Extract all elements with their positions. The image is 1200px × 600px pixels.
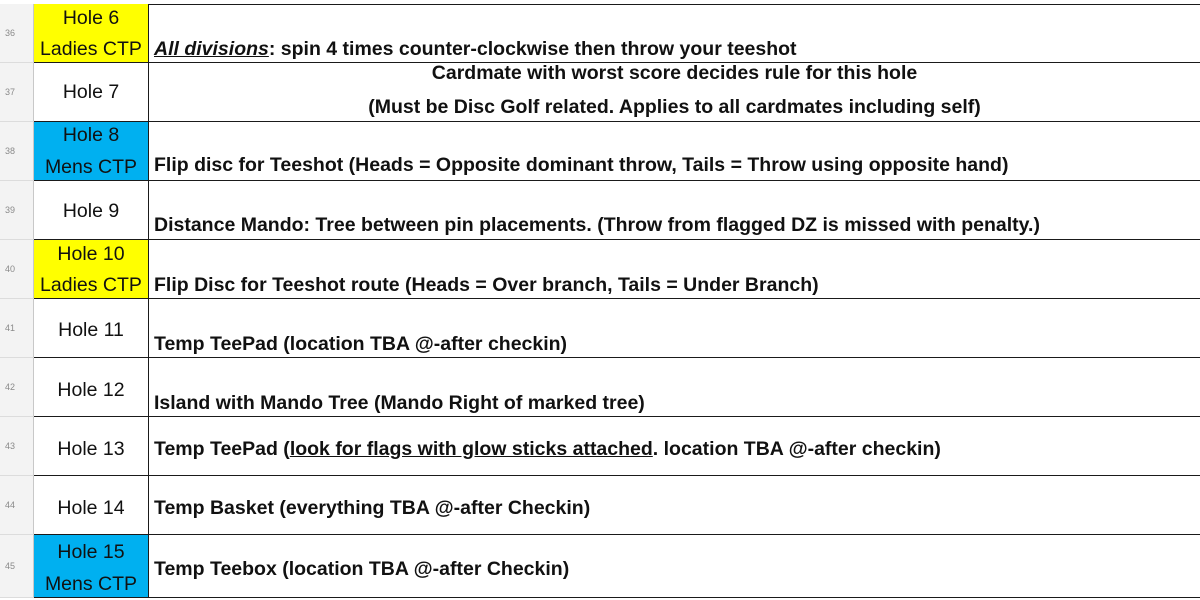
rule-cell[interactable]: [149, 63, 1200, 122]
hole-cell[interactable]: [34, 358, 149, 417]
ctp-tag: Mens CTP: [44, 156, 138, 178]
table-row[interactable]: [0, 122, 1200, 181]
row-header[interactable]: 37: [0, 63, 34, 122]
hole-label: Hole 6: [62, 7, 120, 29]
table-row[interactable]: [0, 476, 1200, 535]
rule-text-line2: (Must be Disc Golf related. Applies to all cardmates including self): [368, 96, 981, 118]
table-row[interactable]: [0, 358, 1200, 417]
hole-cell[interactable]: [34, 181, 149, 240]
rule-cell[interactable]: [149, 4, 1200, 63]
rule-prefix: All divisions: [154, 38, 269, 60]
ctp-tag: Ladies CTP: [40, 274, 142, 296]
rule-cell[interactable]: [149, 122, 1200, 181]
table-row[interactable]: [0, 4, 1200, 63]
hole-cell[interactable]: [34, 535, 149, 598]
table-row[interactable]: [0, 181, 1200, 240]
rule-text: Island with Mando Tree (Mando Right of marked tree): [154, 392, 645, 414]
row-header[interactable]: 39: [0, 181, 34, 240]
hole-cell[interactable]: [34, 417, 149, 476]
rule-text-continued: . location TBA @-after checkin): [652, 438, 941, 460]
hole-label: Hole 14: [57, 497, 125, 519]
hole-cell[interactable]: [34, 63, 149, 122]
rule-text: Distance Mando: Tree between pin placements. (Throw from flagged DZ is missed with penalty.): [154, 214, 1040, 236]
rule-text: Temp Teebox (location TBA @-after Checkin): [154, 558, 570, 580]
hole-label: Hole 15: [57, 541, 125, 563]
rule-text-line1: Cardmate with worst score decides rule for this hole: [431, 63, 918, 84]
rule-text: Flip disc for Teeshot (Heads = Opposite dominant throw, Tails = Throw using opposite hand): [154, 154, 1009, 176]
table-row[interactable]: [0, 535, 1200, 598]
row-header[interactable]: 38: [0, 122, 34, 181]
rule-text: Temp TeePad (location TBA @-after checkin): [154, 333, 568, 355]
hole-cell[interactable]: [34, 299, 149, 358]
hole-label: Hole 13: [57, 438, 125, 460]
rule-cell[interactable]: [149, 417, 1200, 476]
hole-label: Hole 11: [58, 319, 124, 341]
row-header[interactable]: 36: [0, 4, 34, 63]
table-row[interactable]: [0, 63, 1200, 122]
ctp-tag: Mens CTP: [44, 573, 138, 595]
table-row[interactable]: [0, 240, 1200, 299]
ctp-tag: Ladies CTP: [40, 38, 142, 60]
rule-cell[interactable]: [149, 358, 1200, 417]
row-header[interactable]: 41: [0, 299, 34, 358]
rule-cell[interactable]: [149, 476, 1200, 535]
row-header[interactable]: 42: [0, 358, 34, 417]
rule-cell[interactable]: [149, 299, 1200, 358]
hole-cell[interactable]: [34, 240, 149, 299]
hole-cell[interactable]: [34, 122, 149, 181]
rule-cell[interactable]: [149, 181, 1200, 240]
row-header[interactable]: 43: [0, 417, 34, 476]
rule-cell[interactable]: [149, 240, 1200, 299]
hole-cell[interactable]: [34, 4, 149, 63]
rule-text: Temp Basket (everything TBA @-after Checkin): [154, 497, 591, 519]
row-header[interactable]: 45: [0, 535, 34, 598]
rule-text: : spin 4 times counter-clockwise then throw your teeshot: [268, 38, 797, 60]
row-header[interactable]: 40: [0, 240, 34, 299]
table-row[interactable]: [0, 299, 1200, 358]
hole-label: Hole 7: [62, 81, 120, 103]
rule-text: Temp TeePad (: [154, 438, 290, 460]
table-row[interactable]: [0, 417, 1200, 476]
hole-label: Hole 10: [57, 243, 125, 265]
rule-cell[interactable]: [149, 535, 1200, 598]
hole-label: Hole 8: [62, 124, 120, 146]
rule-underlined-text: look for flags with glow sticks attached: [289, 438, 653, 460]
hole-cell[interactable]: [34, 476, 149, 535]
hole-label: Hole 12: [57, 379, 125, 401]
rule-text: Flip Disc for Teeshot route (Heads = Over branch, Tails = Under Branch): [154, 274, 819, 296]
row-header[interactable]: 44: [0, 476, 34, 535]
hole-label: Hole 9: [62, 200, 120, 222]
